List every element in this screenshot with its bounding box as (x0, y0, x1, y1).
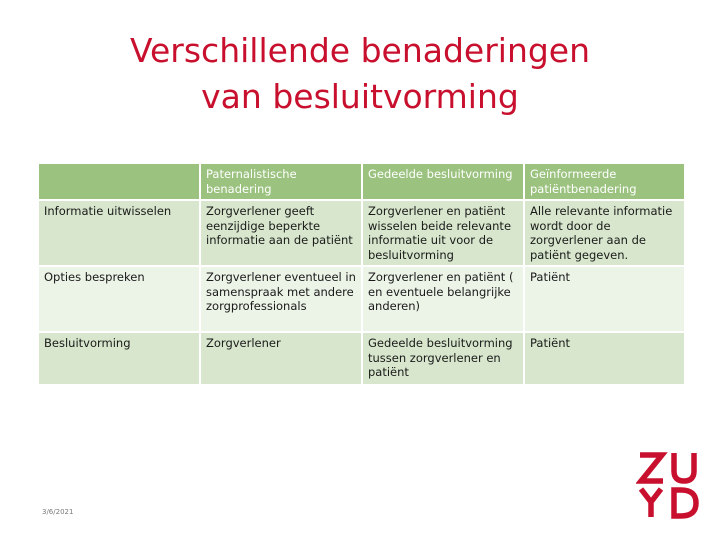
comparison-table (37, 162, 686, 386)
table-header-row (38, 163, 685, 200)
table-cell: Zorgverlener en patiënt ( en eventuele belangrijke anderen) (362, 266, 524, 332)
table-cell: Zorgverlener en patiënt wisselen beide relevante informatie uit voor de besluitvorming (362, 200, 524, 266)
table-cell: Zorgverlener geeft eenzijdige beperkte informatie aan de patiënt (200, 200, 362, 266)
table-row-label: Opties bespreken (38, 266, 200, 332)
table-cell: Zorgverlener (200, 332, 362, 385)
slide-date: 3/6/2021 (42, 508, 74, 516)
table-header-cell: Gedeelde besluitvorming (362, 163, 524, 200)
slide-title (40, 28, 680, 120)
slide-title-line-2: van besluitvorming (201, 77, 519, 116)
table-header-cell (38, 163, 200, 200)
table-row-label: Informatie uitwisselen (38, 200, 200, 266)
table-cell: Alle relevante informatie wordt door de zorgverlener aan de patiënt gegeven. (524, 200, 685, 266)
table-row (38, 332, 685, 385)
table-header-cell: Paternalistische benadering (200, 163, 362, 200)
table-cell: Zorgverlener eventueel in samenspraak met andere zorgprofessionals (200, 266, 362, 332)
zuyd-logo (636, 450, 700, 520)
table-row (38, 200, 685, 266)
table-cell: Patiënt (524, 266, 685, 332)
table-cell: Patiënt (524, 332, 685, 385)
table-row (38, 266, 685, 332)
slide-title-line-1: Verschillende benaderingen (129, 31, 591, 70)
table-header-cell: Geïnformeerde patiëntbenadering (524, 163, 685, 200)
table-cell: Gedeelde besluitvorming tussen zorgverlener en patiënt (362, 332, 524, 385)
table-row-label: Besluitvorming (38, 332, 200, 385)
